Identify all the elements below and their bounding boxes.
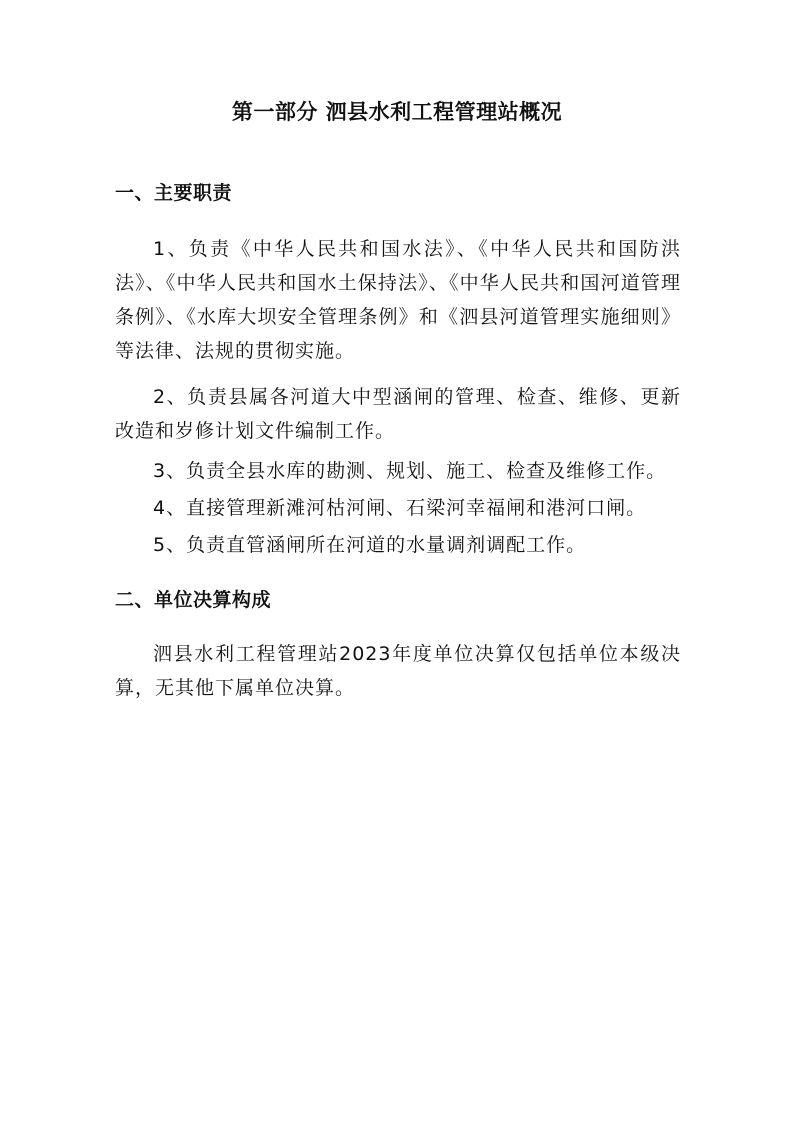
duty-item-5: 5、负责直管涵闸所在河道的水量调剂调配工作。 [153, 534, 587, 556]
section-heading-main-duties: 一、主要职责 [115, 182, 233, 204]
duty-item-3: 3、负责全县水库的勘测、规划、施工、检查及维修工作。 [153, 460, 667, 482]
section-heading-budget-composition: 二、单位决算构成 [115, 589, 272, 611]
duty-item-1: 1、负责《中华人民共和国水法》、《中华人民共和国防洪法》、《中华人民共和国水土保持法》、《中华人民共和国河道管理条例》、《水库大坝安全管理条例》和《泗县河道管理实施细则》等法律、法规的贯彻实施。 [115, 238, 681, 362]
budget-composition-paragraph: 泗县水利工程管理站2023年度单位决算仅包括单位本级决算，无其他下属单位决算。 [115, 643, 681, 699]
duty-item-4: 4、直接管理新滩河枯河闸、石梁河幸福闸和港河口闸。 [153, 497, 647, 519]
page-title: 第一部分 泗县水利工程管理站概况 [231, 100, 563, 124]
duty-item-2: 2、负责县属各河道大中型涵闸的管理、检查、维修、更新改造和岁修计划文件编制工作。 [115, 386, 681, 442]
